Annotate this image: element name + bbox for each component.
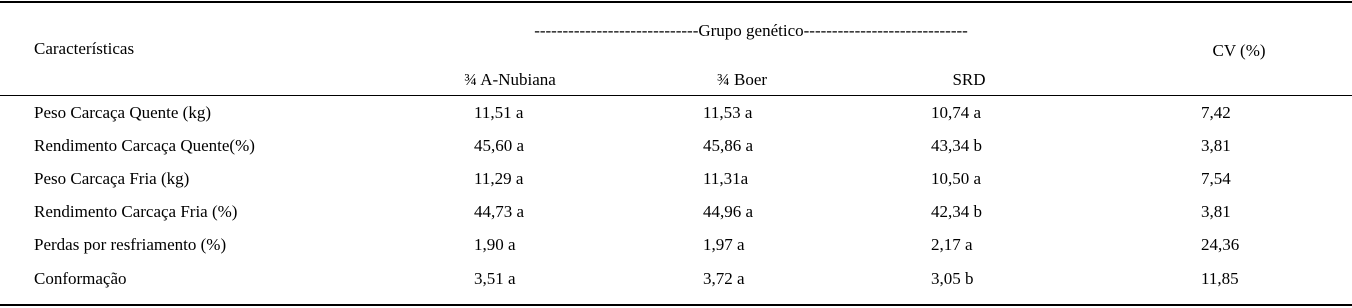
- cell-boer: 11,31a: [703, 169, 749, 188]
- row-label: Peso Carcaça Quente (kg): [34, 103, 212, 122]
- table-row: [0, 230, 1352, 260]
- cell-boer: 3,72 a: [703, 269, 745, 288]
- row-label: Rendimento Carcaça Quente(%): [34, 136, 255, 155]
- cell-anubiana: 3,51 a: [474, 269, 516, 288]
- row-label: Perdas por resfriamento (%): [34, 235, 227, 254]
- cell-srd: 3,05 b: [931, 269, 974, 288]
- cell-cv: 24,36: [1201, 235, 1240, 254]
- table-row: [0, 98, 1352, 128]
- header-group-boer: ¾ Boer: [716, 70, 768, 89]
- cell-cv: 7,54: [1201, 169, 1231, 188]
- row-label: Peso Carcaça Fria (kg): [34, 169, 190, 188]
- cell-boer: 11,53 a: [703, 103, 753, 122]
- row-label: Conformação: [34, 269, 127, 288]
- cell-srd: 42,34 b: [931, 202, 982, 221]
- table-row: [0, 131, 1352, 161]
- header-group-anubiana: ¾ A-Nubiana: [464, 70, 556, 89]
- cell-cv: 3,81: [1201, 202, 1231, 221]
- cell-cv: 7,42: [1201, 103, 1231, 122]
- cell-anubiana: 1,90 a: [474, 235, 516, 254]
- cell-srd: 43,34 b: [931, 136, 982, 155]
- header-group-label: -----------------------------Grupo genético-----------------------------: [534, 21, 968, 40]
- cell-srd: 10,50 a: [931, 169, 982, 188]
- header-group-srd: SRD: [952, 70, 986, 89]
- cell-boer: 44,96 a: [703, 202, 754, 221]
- bottom-rule: [0, 304, 1352, 306]
- top-rule: [0, 1, 1352, 3]
- cell-srd: 10,74 a: [931, 103, 982, 122]
- cell-boer: 1,97 a: [703, 235, 745, 254]
- table-row: [0, 164, 1352, 194]
- cell-srd: 2,17 a: [931, 235, 973, 254]
- row-label: Rendimento Carcaça Fria (%): [34, 202, 238, 221]
- cell-anubiana: 44,73 a: [474, 202, 525, 221]
- cell-anubiana: 11,51 a: [474, 103, 524, 122]
- header-cv: CV (%): [1212, 41, 1266, 60]
- cell-anubiana: 11,29 a: [474, 169, 524, 188]
- cell-cv: 3,81: [1201, 136, 1231, 155]
- cell-cv: 11,85: [1201, 269, 1239, 288]
- cell-anubiana: 45,60 a: [474, 136, 525, 155]
- header-caracteristicas: Características: [34, 39, 135, 58]
- table-row: [0, 197, 1352, 227]
- table-row: [0, 264, 1352, 294]
- cell-boer: 45,86 a: [703, 136, 754, 155]
- header-rule: [0, 95, 1352, 96]
